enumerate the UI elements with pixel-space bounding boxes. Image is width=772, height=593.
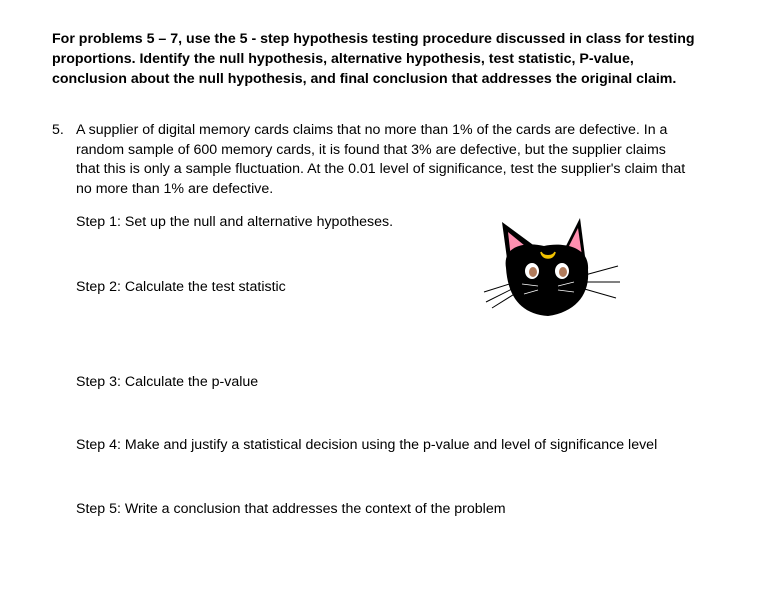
step-5: Step 5: Write a conclusion that addresses the context of the problem	[76, 501, 506, 517]
cat-right-iris	[559, 267, 567, 277]
step-2: Step 2: Calculate the test statistic	[76, 279, 286, 295]
step-3: Step 3: Calculate the p-value	[76, 374, 259, 390]
step-4: Step 4: Make and justify a statistical decision using the p-value and level of significance level	[76, 437, 658, 453]
cat-left-iris	[529, 267, 537, 277]
instructions-heading: For problems 5 – 7, use the 5 - step hypothesis testing procedure discussed in class for testing proportions. Identify the null hypothesis, alternative hypothesis, test statistic, P-value, conclusion about the null hypothesis, and final conclusion that addresses the original claim.	[52, 31, 695, 87]
problem-statement: A supplier of digital memory cards claims that no more than 1% of the cards are defective. In a random sample of 600 memory cards, it is found that 3% are defective, but the supplier claims that this is only a sample fluctuation. At the 0.01 level of significance, test the supplier's claim that no more than 1% are defective.	[76, 122, 686, 197]
step-1: Step 1: Set up the null and alternative hypotheses.	[76, 214, 394, 230]
problem-number: 5.	[52, 122, 64, 138]
black-cat-icon	[478, 208, 630, 320]
problem-5	[52, 121, 702, 199]
